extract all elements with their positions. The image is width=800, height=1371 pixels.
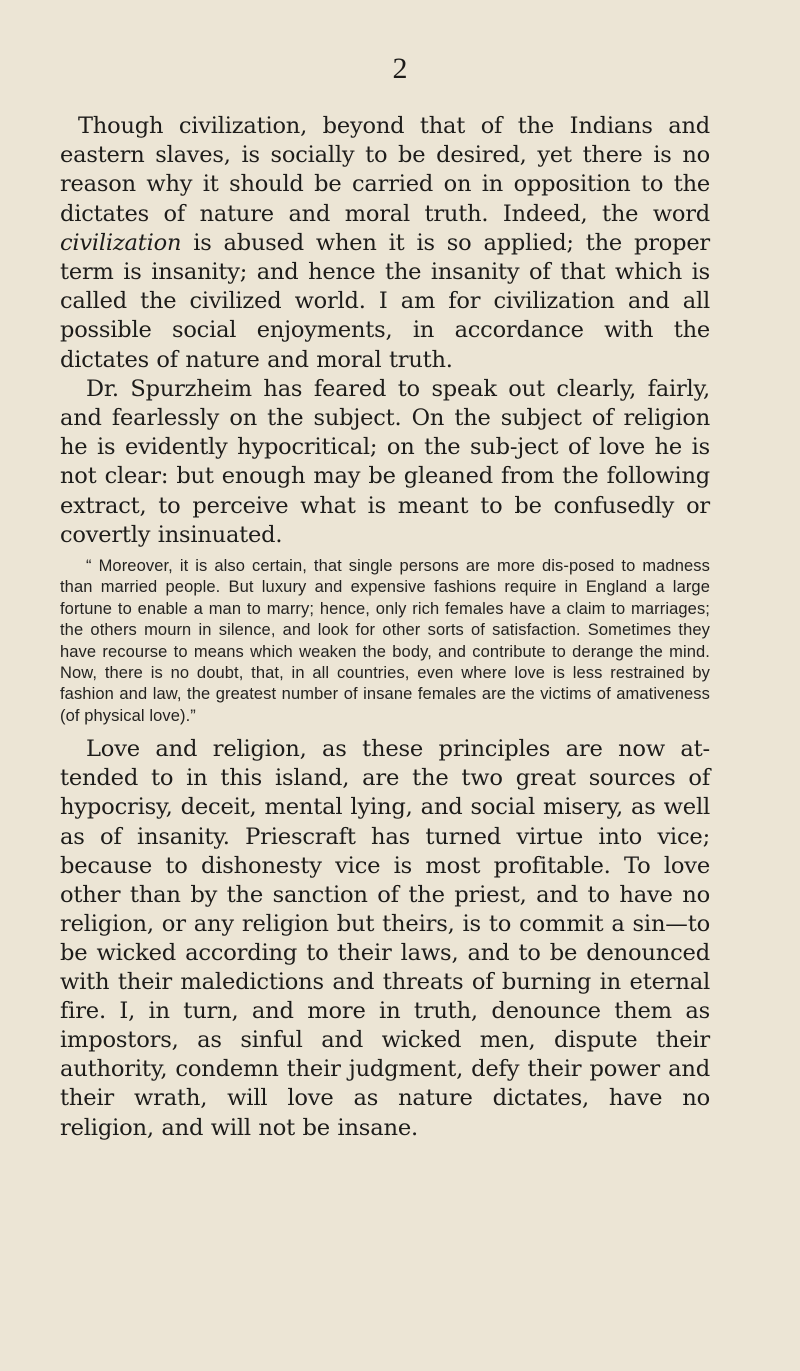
page-number: 2 — [392, 52, 408, 85]
paragraph-1-text-b: is abused when it is so applied; the proper term is insanity; and hence the insanity of that which is called the civilized world. I am for civilization and all possible social enjoyments, in accordance with the dictates of nature and moral truth. — [60, 229, 710, 373]
paragraph-spurzheim: Dr. Spurzheim has feared to speak out clearly, fairly, and fearlessly on the subject. On the subject of religion he is evidently hypocritical; on the sub-ject of love he is not clear: but enough may be gleaned from the following extract, to perceive what is meant to be confusedly or covertly insinuated. — [60, 375, 710, 548]
italic-word-civilization: civilization — [60, 229, 182, 256]
paragraph-love-and-religion: Love and religion, as these principles are now at-tended to in this island, are the two great sources of hypocrisy, deceit, mental lying, and social misery, as well as of insanity. Priescraft has turned virtue into vice; because to dishonesty vice is most profitable. To love other than by the sanction of the priest, and to have no religion, or any religion but theirs, is to commit a sin—to be wicked according to their laws, and to be denounced with their maledictions and threats of burning in eternal fire. I, in turn, and more in truth, denounce them as impostors, as sinful and wicked men, dispute their authority, condemn their judgment, defy their power and their wrath, will love as nature dictates, have no religion, and will not be insane. — [60, 736, 710, 1141]
paragraph-1-text-a: Though civilization, beyond that of the Indians and eastern slaves, is socially to be desired, yet there is no reason why it should be carried on in opposition to the dictates of nature and moral truth. Indeed, the word — [60, 113, 710, 227]
block-quotation: “ Moreover, it is also certain, that single persons are more dis-posed to madness than married people. But luxury and expensive fashions require in England a large fortune to enable a man to marry; hence, only rich females have a claim to marriages; the others mourn in silence, and look for other sorts of satisfaction. Sometimes they have recourse to means which weaken the body, and contribute to derange the mind. Now, there is no doubt, that, in all countries, even where love is less restrained by fashion and law, the greatest number of insane females are the victims of amativeness (of physical love).” — [60, 557, 710, 725]
paragraph-civilization — [60, 112, 710, 375]
page-body — [60, 112, 710, 1143]
